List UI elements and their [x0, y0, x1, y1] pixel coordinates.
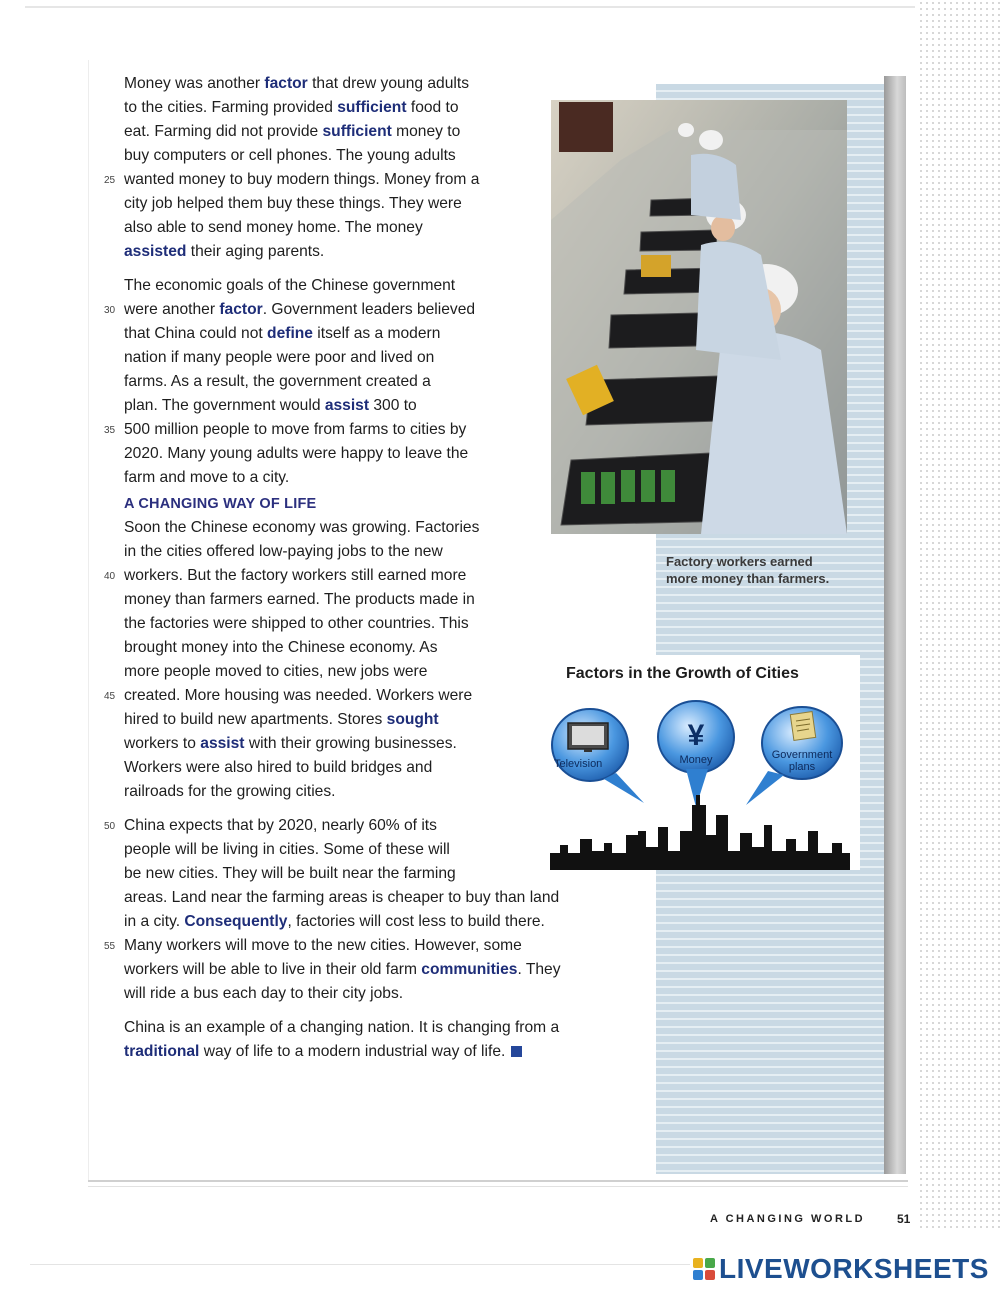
- text-line: [104, 540, 624, 564]
- text-line: [104, 216, 624, 240]
- infographic-drawing: [546, 655, 860, 870]
- text-run: workers. But the factory workers still earned more: [124, 567, 467, 584]
- frame-line-bottom: [88, 1180, 908, 1182]
- liveworksheets-brand: LIVEWORKSHEETS: [719, 1253, 989, 1284]
- text-line: [104, 886, 624, 910]
- text-run: in the cities offered low-paying jobs to the new: [124, 543, 443, 560]
- television-icon: [568, 723, 608, 752]
- line-number: 40: [104, 571, 116, 582]
- end-mark-icon: [511, 1046, 522, 1057]
- text-line: [104, 1040, 624, 1064]
- photo-caption-line-2: more money than farmers.: [666, 571, 830, 586]
- text-run: 500 million people to move from farms to cities by: [124, 421, 467, 438]
- line-number: 50: [104, 821, 116, 832]
- paragraph: [104, 274, 624, 490]
- text-run: their aging parents.: [186, 243, 325, 260]
- text-run: 300 to: [369, 397, 417, 414]
- text-run: brought money into the Chinese economy. As: [124, 639, 438, 656]
- text-run: people will be living in cities. Some of these will: [124, 841, 450, 858]
- bubble-government: [746, 707, 842, 805]
- factory-photo-illustration: [551, 100, 847, 534]
- text-line: [104, 394, 624, 418]
- text-run: nation if many people were poor and lived on: [124, 349, 435, 366]
- text-line: [104, 346, 624, 370]
- text-run: farm and move to a city.: [124, 469, 290, 486]
- text-line: [104, 322, 624, 346]
- text-run: were another: [124, 301, 220, 318]
- text-run: the factories were shipped to other countries. This: [124, 615, 469, 632]
- article-body: [104, 72, 624, 1064]
- text-run: buy computers or cell phones. The young adults: [124, 147, 456, 164]
- factory-photo: [551, 100, 847, 534]
- line-number: 35: [104, 425, 116, 436]
- text-run: The economic goals of the Chinese government: [124, 277, 456, 294]
- bottom-rule: [30, 1264, 690, 1265]
- vocab-word: factor: [264, 75, 308, 92]
- paragraph-gap: [104, 264, 624, 274]
- paragraph-gap: [104, 1006, 624, 1016]
- text-line: [104, 934, 624, 958]
- sidebar-edge: [884, 76, 906, 1174]
- line-number: 45: [104, 691, 116, 702]
- bubble-label-money: Money: [679, 754, 713, 766]
- liveworksheets-logo-icon: [693, 1258, 715, 1280]
- vocab-word: define: [267, 325, 313, 342]
- text-line: [104, 370, 624, 394]
- text-run: China is an example of a changing nation. It is changing from a: [124, 1019, 560, 1036]
- text-run: Soon the Chinese economy was growing. Factories: [124, 519, 480, 536]
- text-run: . Government leaders believed: [262, 301, 476, 318]
- text-run: more people moved to cities, new jobs were: [124, 663, 428, 680]
- text-run: also able to send money home. The money: [124, 219, 423, 236]
- bubble-label-plans: plans: [788, 761, 816, 773]
- text-run: wanted money to buy modern things. Money from a: [124, 171, 480, 188]
- footer-section-title: A CHANGING WORLD: [710, 1213, 866, 1225]
- text-run: that China could not: [124, 325, 268, 342]
- text-run: money than farmers earned. The products made in: [124, 591, 475, 608]
- text-run: food to: [406, 99, 459, 116]
- text-run: to the cities. Farming provided: [124, 99, 338, 116]
- bubble-television: [552, 709, 644, 803]
- text-line: [104, 910, 624, 934]
- text-line: [104, 516, 624, 540]
- page-number: 51: [897, 1212, 911, 1226]
- vocab-word: sought: [386, 711, 439, 728]
- text-run: workers to: [124, 735, 201, 752]
- text-run: in a city.: [124, 913, 185, 930]
- photo-caption-line-1: Factory workers earned: [666, 554, 813, 569]
- city-skyline: [550, 795, 850, 870]
- page-edge: [25, 6, 915, 8]
- bubble-label-government: Government: [771, 749, 833, 761]
- text-run: railroads for the growing cities.: [124, 783, 336, 800]
- text-line: [104, 466, 624, 490]
- yen-icon: ¥: [687, 719, 705, 752]
- dotted-margin: [918, 0, 1000, 1230]
- text-line: [104, 144, 624, 168]
- text-line: [104, 442, 624, 466]
- text-run: . They: [517, 961, 561, 978]
- text-run: way of life to a modern industrial way of life.: [199, 1043, 506, 1060]
- text-line: [104, 418, 624, 442]
- vocab-word: sufficient: [322, 123, 392, 140]
- bubble-money: [658, 701, 734, 807]
- text-run: China expects that by 2020, nearly 60% of its: [124, 817, 437, 834]
- text-line: [104, 240, 624, 264]
- text-run: be new cities. They will be built near the farming: [124, 865, 456, 882]
- text-run: with their growing businesses.: [244, 735, 457, 752]
- text-line: [104, 982, 624, 1006]
- vocab-word: factor: [219, 301, 263, 318]
- text-run: itself as a modern: [312, 325, 441, 342]
- text-line: [104, 564, 624, 588]
- text-line: [104, 612, 624, 636]
- text-run: created. More housing was needed. Workers were: [124, 687, 473, 704]
- text-run: farms. As a result, the government created a: [124, 373, 431, 390]
- vocab-word: assist: [324, 397, 370, 414]
- vocab-word: sufficient: [337, 99, 407, 116]
- text-run: Many workers will move to the new cities. However, some: [124, 937, 522, 954]
- vocab-word: traditional: [124, 1043, 200, 1060]
- paragraph: [104, 72, 624, 264]
- infographic: [546, 655, 860, 870]
- bubble-label-television: Television: [554, 758, 603, 770]
- section-heading: A CHANGING WAY OF LIFE: [124, 496, 317, 512]
- text-run: money to: [391, 123, 461, 140]
- infographic-title: Factors in the Growth of Cities: [566, 665, 799, 682]
- text-run: areas. Land near the farming areas is cheaper to buy than land: [124, 889, 560, 906]
- frame-line-bottom-2: [88, 1186, 908, 1187]
- text-line: [104, 72, 624, 96]
- text-line: [104, 120, 624, 144]
- photo-caption: [666, 553, 876, 587]
- text-line: [104, 96, 624, 120]
- line-number: 30: [104, 305, 116, 316]
- vocab-word: communities: [421, 961, 518, 978]
- text-run: workers will be able to live in their old farm: [124, 961, 422, 978]
- text-line: [104, 298, 624, 322]
- text-line: [104, 192, 624, 216]
- text-line: [104, 588, 624, 612]
- text-run: hired to build new apartments. Stores: [124, 711, 387, 728]
- text-line: [104, 168, 624, 192]
- text-run: plan. The government would: [124, 397, 325, 414]
- vocab-word: Consequently: [184, 913, 288, 930]
- text-line: [104, 274, 624, 298]
- vocab-word: assisted: [124, 243, 187, 260]
- line-number: 25: [104, 175, 116, 186]
- paragraph: [104, 1016, 624, 1064]
- document-icon: [790, 712, 815, 741]
- text-line: [104, 958, 624, 982]
- text-run: city job helped them buy these things. They were: [124, 195, 462, 212]
- line-number: 55: [104, 941, 116, 952]
- frame-line-left: [88, 60, 89, 1182]
- text-run: Money was another: [124, 75, 265, 92]
- text-run: 2020. Many young adults were happy to leave the: [124, 445, 469, 462]
- text-run: that drew young adults: [307, 75, 469, 92]
- text-run: eat. Farming did not provide: [124, 123, 323, 140]
- liveworksheets-watermark: [693, 1252, 989, 1286]
- text-run: will ride a bus each day to their city jobs.: [124, 985, 404, 1002]
- text-run: Workers were also hired to build bridges and: [124, 759, 433, 776]
- text-run: , factories will cost less to build there.: [287, 913, 545, 930]
- text-line: [104, 1016, 624, 1040]
- vocab-word: assist: [200, 735, 245, 752]
